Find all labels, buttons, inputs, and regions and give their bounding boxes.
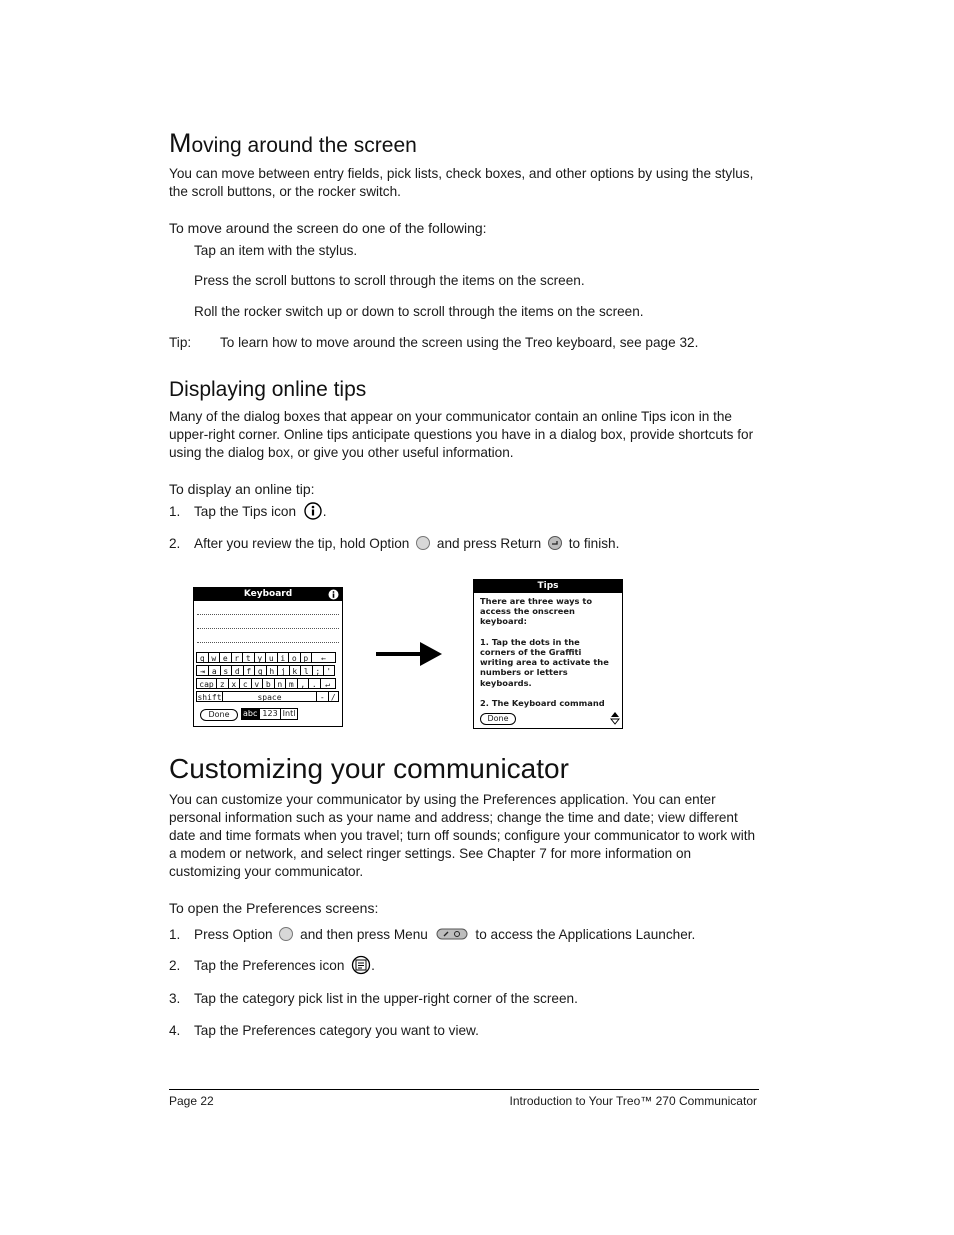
key[interactable]: g [254,665,266,676]
key[interactable]: d [231,665,243,676]
tab-key[interactable]: ⇥ [196,665,208,676]
space-key[interactable]: space [222,691,316,702]
tips-done-button[interactable]: Done [480,713,516,725]
tips-screen [473,579,623,729]
key[interactable]: a [208,665,220,676]
key[interactable]: y [254,652,266,663]
return-key-icon [547,535,563,551]
moving-intro: You can move between entry fields, pick lists, check boxes, and other options by using the stylus, the scroll buttons, or the rocker switch. [169,166,754,199]
prefs-step-4: 4. Tap the Preferences category you want to view. [169,1023,479,1038]
footer-page-number: Page 22 [169,1094,214,1108]
keyboard-mode-selector [241,708,298,720]
key[interactable]: k [289,665,301,676]
customizing-lead: To open the Preferences screens: [169,900,379,916]
keyboard-title: Keyboard [194,588,342,601]
tips-intro: Many of the dialog boxes that appear on your communicator contain an online Tips icon in the upper-right corner. Online tips anticipate questions you have in a dialog box, provide shortcuts for using the dialog box, or give you other useful information. [169,409,754,460]
prefs-step-3: 3. Tap the category pick list in the upper-right corner of the screen. [169,991,578,1006]
option-key-icon [415,535,431,551]
return-key[interactable]: ↵ [320,678,336,689]
key-row-1 [196,652,336,664]
moving-item-1: Tap an item with the stylus. [194,243,358,258]
key[interactable]: v [251,678,263,689]
key[interactable]: q [196,652,208,663]
text-line [197,614,339,615]
key[interactable]: - [316,691,328,702]
key[interactable]: ' [323,665,335,676]
preferences-icon [351,955,371,975]
tips-info-icon [303,501,323,521]
key-row-4 [196,691,339,703]
moving-item-3: Roll the rocker switch up or down to scroll through the items on the screen. [194,304,644,319]
key[interactable]: t [242,652,254,663]
section-title-moving: Moving around the screen [169,128,417,158]
key[interactable]: w [208,652,220,663]
shift-key[interactable]: shift [197,693,222,702]
key[interactable]: , [297,678,309,689]
key-row-2 [196,665,335,677]
key[interactable]: z [216,678,228,689]
mode-123[interactable]: 123 [259,708,280,720]
tips-lead: To display an online tip: [169,481,315,497]
key[interactable]: m [285,678,297,689]
key-row-3 [196,678,336,690]
key[interactable]: f [243,665,255,676]
tips-step-1: 1. Tap the Tips icon . [169,504,327,521]
key[interactable]: . [308,678,320,689]
tips-body: There are three ways to access the onscreen keyboard: 1. Tap the dots in the corners of the Graffiti writing area to activate the numbers or letters keyboards. 2. The Keyboard command [480,596,609,709]
tip-text: To learn how to move around the screen using the Treo keyboard, see page 32. [220,335,699,350]
scroll-arrows-icon[interactable] [610,711,620,725]
footer-rule [169,1089,759,1090]
text-line [197,628,339,629]
key[interactable]: b [262,678,274,689]
moving-lead: To move around the screen do one of the following: [169,220,487,236]
key[interactable]: s [220,665,232,676]
keyboard-done-button[interactable]: Done [200,709,238,721]
key[interactable]: n [274,678,286,689]
key[interactable]: c [239,678,251,689]
keyboard-tips-icon[interactable] [328,589,339,600]
customizing-intro: You can customize your communicator by using the Preferences application. You can enter personal information such as your name and address; change the time and date; view different date and time formats when you travel; turn off sounds; configure your communicator to work with a modem or network, and select ringer settings. See Chapter 7 for more information on customizing your communicator. [169,792,756,879]
footer-book-title: Introduction to Your Treo™ 270 Communicator [509,1094,757,1108]
mode-intl[interactable]: Intl [281,708,299,720]
tips-step-2: 2. After you review the tip, hold Option and press Return to finish. [169,536,620,551]
menu-key-icon [436,927,468,941]
tips-title: Tips [474,580,622,593]
key[interactable]: i [277,652,289,663]
key[interactable]: r [231,652,243,663]
section-title-online-tips: Displaying online tips [169,378,367,401]
keyboard-screen [193,587,343,727]
right-arrow-icon [374,640,444,668]
key[interactable]: o [288,652,300,663]
mode-abc[interactable]: abc [243,709,258,718]
key[interactable]: j [277,665,289,676]
backspace-key[interactable]: ← [311,652,336,663]
key[interactable]: l [300,665,312,676]
key[interactable]: u [265,652,277,663]
key[interactable]: ; [312,665,324,676]
key[interactable]: e [219,652,231,663]
key[interactable]: x [228,678,240,689]
moving-item-2: Press the scroll buttons to scroll through the items on the screen. [194,273,585,288]
key[interactable]: h [266,665,278,676]
key[interactable]: p [300,652,312,663]
key[interactable]: / [328,691,340,702]
option-key-icon [278,926,294,942]
caps-key[interactable]: cap [196,678,216,689]
section-title-customizing: Customizing your communicator [169,753,569,784]
prefs-step-2: 2. Tap the Preferences icon . [169,958,375,975]
prefs-step-1: 1. Press Option and then press Menu to access the Applications Launcher. [169,927,696,942]
tip-label: Tip: [169,335,192,350]
text-line [197,642,339,643]
